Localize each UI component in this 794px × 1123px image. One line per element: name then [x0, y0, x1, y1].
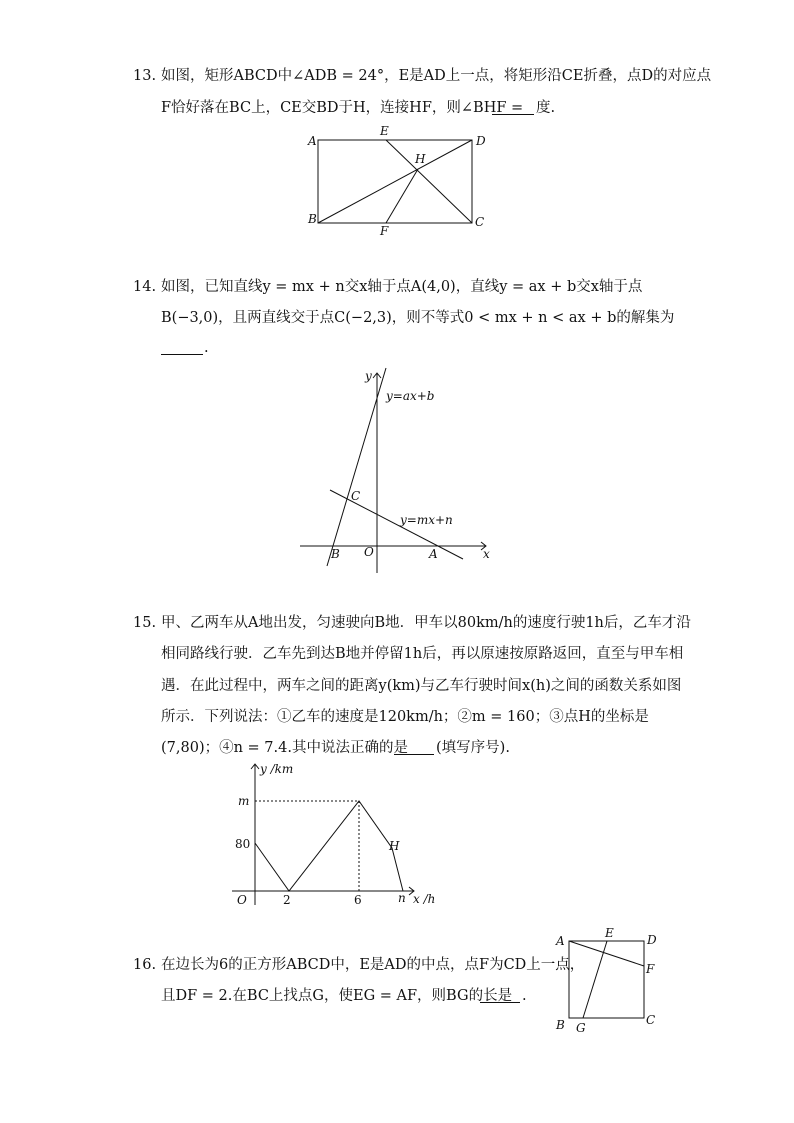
label-2: 2: [283, 893, 291, 907]
question-text-line: 相同路线行驶．乙车先到达B地并停留1h后，再以原速按原路返回，直至与甲车相: [161, 646, 684, 662]
question-number: 15.: [133, 615, 157, 631]
line-ax-plus-b: [327, 368, 386, 566]
answer-blank[interactable]: [394, 740, 434, 755]
label-b: B: [331, 547, 340, 561]
label-origin: O: [237, 893, 247, 907]
label-c: C: [351, 489, 361, 503]
label-80: 80: [235, 837, 251, 851]
label-e: E: [605, 926, 614, 940]
label-n: n: [398, 891, 406, 905]
question-text-line: 在边长为6的正方形ABCD中，E是AD的中点，点F为CD上一点，: [161, 957, 585, 973]
label-f: F: [646, 962, 655, 976]
label-a: A: [429, 547, 438, 561]
question-text-line: F恰好落在BC上，CE交BD于H，连接HF，则∠BHF =: [161, 100, 524, 116]
label-origin: O: [364, 545, 374, 559]
question-text-line: .: [522, 988, 527, 1004]
label-x-axis: x /h: [413, 892, 436, 906]
label-d: D: [647, 933, 657, 947]
x-axis-arrow: [409, 887, 414, 895]
line-mx-plus-n: [330, 490, 463, 559]
y-axis-arrow: [251, 764, 259, 769]
question-text-line: 遇．在此过程中，两车之间的距离y(km)与乙车行驶时间x(h)之间的函数关系如图: [161, 678, 682, 694]
label-g: G: [576, 1021, 586, 1035]
segment-eg: [583, 941, 607, 1018]
question-text-line: 所示．下列说法：①乙车的速度是120km/h；②m = 160；③点H的坐标是: [161, 709, 649, 725]
question-text-line: B(−3,0)，且两直线交于点C(−2,3)，则不等式0 < mx + n < ax + b的解集为: [161, 310, 675, 326]
square-abcd: [569, 941, 644, 1018]
question-text-line: 甲、乙两车从A地出发，匀速驶向B地．甲车以80km/h的速度行驶1h后，乙车才沿: [161, 615, 691, 631]
answer-blank[interactable]: [480, 988, 520, 1003]
label-c: C: [646, 1013, 656, 1027]
label-m: m: [238, 794, 250, 808]
question-text-line: (填写序号).: [436, 740, 510, 756]
label-a: A: [308, 134, 317, 148]
answer-blank[interactable]: [492, 100, 534, 115]
label-c: C: [475, 215, 485, 229]
x-axis-arrow: [481, 542, 486, 550]
diagonal-bd: [318, 140, 472, 223]
label-y-axis: y: [365, 369, 372, 383]
label-b: B: [556, 1018, 565, 1032]
label-a: A: [556, 934, 565, 948]
y-axis-arrow: [373, 373, 381, 378]
label-e: E: [380, 124, 389, 138]
label-line-ax-plus-b: y=ax+b: [386, 389, 435, 403]
question-number: 16.: [133, 957, 157, 973]
question-text-line: (7,80)；④n = 7.4.其中说法正确的是: [161, 740, 408, 756]
question-number: 14.: [133, 279, 157, 295]
answer-blank[interactable]: [161, 340, 203, 355]
question-text-line: 度.: [536, 100, 556, 116]
label-y-axis: y /km: [260, 762, 294, 776]
label-b: B: [308, 212, 317, 226]
label-6: 6: [354, 893, 362, 907]
segment-ec: [386, 140, 472, 223]
question-text-line: 且DF = 2.在BC上找点G，使EG = AF，则BG的长是: [161, 988, 513, 1004]
question-number: 13.: [133, 68, 157, 84]
label-line-mx-plus-n: y=mx+n: [400, 513, 453, 527]
question-text-line: 如图，矩形ABCD中∠ADB = 24°，E是AD上一点，将矩形沿CE折叠，点D的对应点: [161, 68, 712, 84]
segment-hf: [386, 169, 418, 223]
label-d: D: [476, 134, 486, 148]
rectangle-abcd: [318, 140, 472, 223]
question-text-line: 如图，已知直线y = mx + n交x轴于点A(4,0)，直线y = ax + b交x轴于点: [161, 279, 643, 295]
label-h: H: [415, 152, 426, 166]
label-h: H: [389, 839, 400, 853]
label-x-axis: x: [483, 547, 490, 561]
distance-polyline: [255, 801, 403, 891]
question-text-line: .: [204, 340, 209, 356]
label-f: F: [380, 224, 389, 238]
